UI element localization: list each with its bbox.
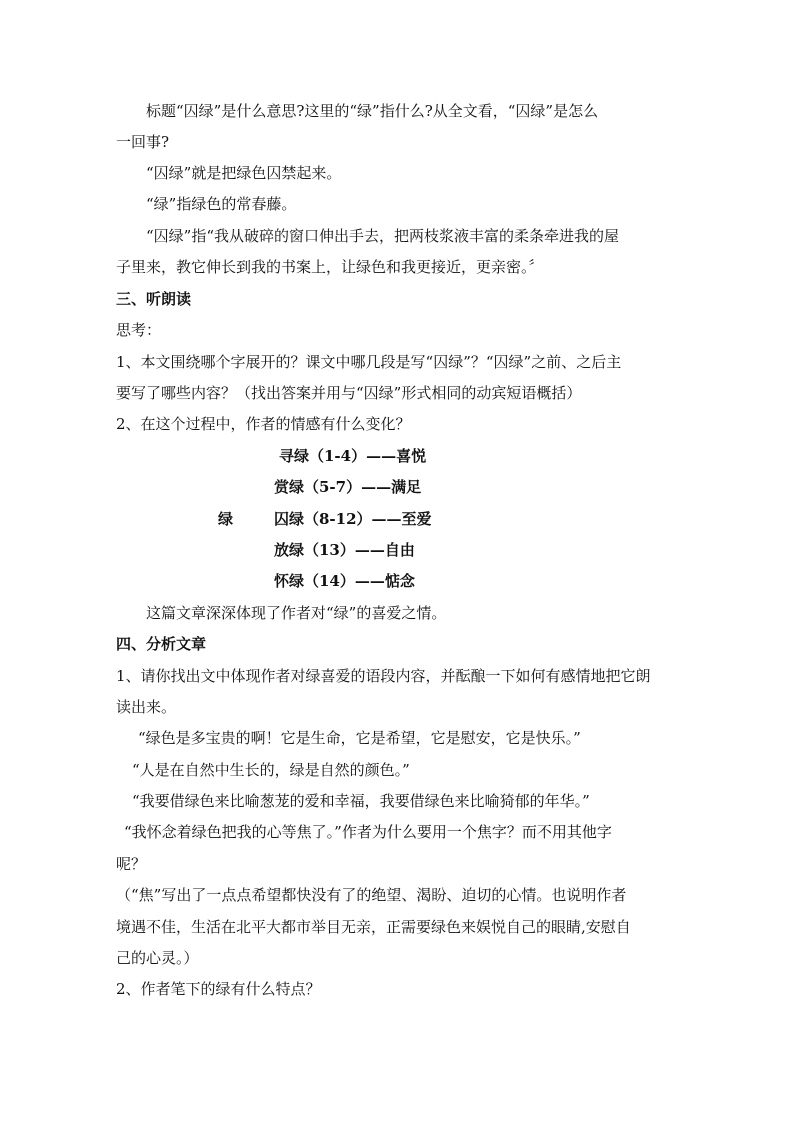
scheme-item-4: 放绿（13）——自由 bbox=[274, 541, 415, 559]
think-label: 思考： bbox=[116, 321, 162, 339]
section4-question2: 2、作者笔下的绿有什么特点？ bbox=[116, 980, 321, 998]
section3-question1-line1: 1、本文围绕哪个字展开的？课文中哪几段是写“囚绿”？“囚绿”之前、之后主 bbox=[116, 353, 622, 371]
quote-4-line2: 呢？ bbox=[116, 855, 147, 873]
quote-2: “人是在自然中生长的，绿是自然的颜色。” bbox=[132, 761, 410, 779]
section3-question1-line2: 要写了哪些内容？（找出答案并用与“囚绿”形式相同的动宾短语概括） bbox=[116, 384, 582, 402]
section4-question1-line2: 读出来。 bbox=[116, 698, 177, 716]
answer-3-line1: “囚绿”指“我从破碎的窗口伸出手去，把两枝浆液丰富的柔条牵进我的屋 bbox=[146, 227, 620, 245]
section3-question2: 2、在这个过程中，作者的情感有什么变化？ bbox=[116, 415, 411, 433]
jiao-answer-line1: （“焦”写出了一点点希望都快没有了的绝望、渴盼、迫切的心情。也说明作者 bbox=[116, 886, 627, 904]
answer-2: “绿”指绿色的常春藤。 bbox=[146, 195, 297, 213]
quote-4-line1: “我怀念着绿色把我的心等焦了。”作者为什么要用一个焦字？而不用其他字 bbox=[124, 823, 612, 841]
jiao-answer-line3: 己的心灵。） bbox=[116, 949, 199, 967]
section3-heading: 三、听朗读 bbox=[116, 290, 192, 308]
answer-1: “囚绿”就是把绿色囚禁起来。 bbox=[146, 164, 342, 182]
scheme-item-2: 赏绿（5-7）——满足 bbox=[274, 478, 422, 496]
quote-1: “绿色是多宝贵的啊！它是生命，它是希望，它是慰安，它是快乐。” bbox=[138, 729, 581, 747]
title-question-line1: 标题“囚绿”是什么意思?这里的“绿”指什么?从全文看，“囚绿”是怎么 bbox=[146, 102, 599, 120]
scheme-item-3: 囚绿（8-12）——至爱 bbox=[274, 510, 432, 528]
scheme-item-5: 怀绿（14）——惦念 bbox=[274, 572, 415, 590]
scheme-item-1: 寻绿（1-4）——喜悦 bbox=[279, 447, 427, 465]
section4-heading: 四、分析文章 bbox=[116, 635, 207, 653]
summary-text: 这篇文章深深体现了作者对“绿”的喜爱之情。 bbox=[146, 604, 447, 622]
jiao-answer-line2: 境遇不佳，生活在北平大都市举目无亲，正需要绿色来娱悦自己的眼睛,安慰自 bbox=[116, 918, 631, 936]
scheme-center: 绿 bbox=[218, 510, 234, 528]
section4-question1-line1: 1、请你找出文中体现作者对绿喜爱的语段内容，并酝酿一下如何有感情地把它朗 bbox=[116, 667, 651, 685]
answer-3-line2: 子里来，教它伸长到我的书案上，让绿色和我更接近，更亲密。〞 bbox=[116, 258, 544, 276]
title-question-line2: 一回事? bbox=[116, 133, 170, 151]
quote-3: “我要借绿色来比喻葱茏的爱和幸福，我要借绿色来比喻猗郁的年华。” bbox=[132, 792, 590, 810]
